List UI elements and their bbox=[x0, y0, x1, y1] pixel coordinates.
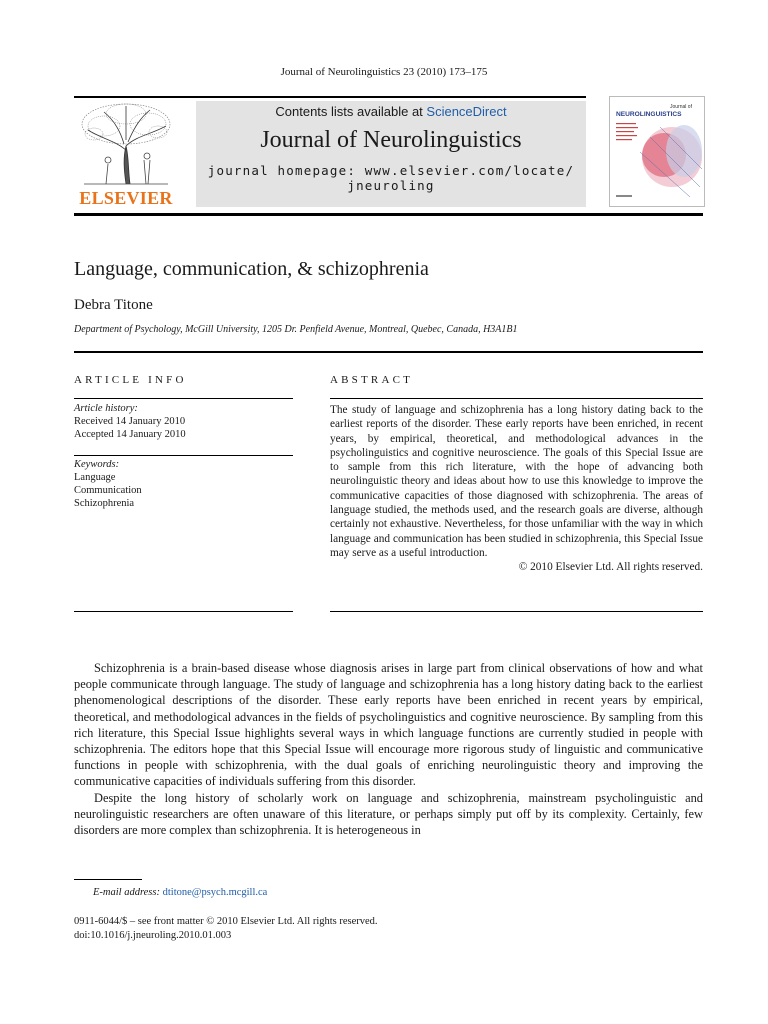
cover-title-small: Journal of bbox=[670, 104, 692, 110]
keyword-item: Communication bbox=[74, 485, 142, 496]
keywords-block bbox=[74, 458, 142, 510]
keyword-item: Schizophrenia bbox=[74, 498, 135, 509]
doi-line[interactable]: doi:10.1016/j.jneuroling.2010.01.003 bbox=[74, 930, 232, 941]
article-info-rule-bottom bbox=[74, 611, 293, 612]
article-info-rule-mid bbox=[74, 455, 293, 456]
journal-cover-thumbnail bbox=[609, 96, 705, 207]
affiliation-rule bbox=[74, 351, 703, 353]
abstract-rule-top bbox=[330, 398, 703, 399]
contents-prefix: Contents lists available at bbox=[275, 104, 427, 119]
elsevier-wordmark: ELSEVIER bbox=[79, 188, 173, 208]
header-rule-top bbox=[74, 96, 586, 98]
journal-homepage[interactable]: journal homepage: www.elsevier.com/locate/ jneuroling bbox=[207, 163, 575, 193]
journal-citation: Journal of Neurolinguistics 23 (2010) 173–175 bbox=[280, 66, 488, 78]
abstract-heading: ABSTRACT bbox=[330, 374, 414, 386]
abstract-copyright: © 2010 Elsevier Ltd. All rights reserved. bbox=[518, 561, 703, 574]
sciencedirect-link[interactable]: ScienceDirect bbox=[426, 104, 507, 119]
article-history bbox=[74, 402, 186, 441]
contents-available-line bbox=[196, 104, 586, 119]
email-link[interactable]: dtitone@psych.mcgill.ca bbox=[162, 887, 268, 898]
author-name: Debra Titone bbox=[74, 297, 153, 313]
abstract-body bbox=[330, 403, 703, 575]
journal-title: Journal of Neurolinguistics bbox=[260, 127, 522, 153]
cover-title-big: NEUROLINGUISTICS bbox=[616, 111, 682, 118]
abstract-paragraph: The study of language and schizophrenia has a long history dating back to the earliest reports of the disorder. These early reports have been enriched, in recent years, by empirical, theoretical, and methodological advances in the psycholinguistics and cognitive neuroscience. The goals of this Special Issue are to sample from this rich literature, with the hope of advancing both neurolinguistic theory and ideas about how to use this knowledge to improve the communicative capacities of those diagnosed with schizophrenia. The areas of language studied, the methods used, and the research goals are diverse, although certainly not exhaustive. Nevertheless, for those unfamiliar with the way in which language and communication has been studied in schizophrenia, this Special Issue may serve as a useful introduction. bbox=[330, 404, 703, 559]
received-date: Received 14 January 2010 bbox=[74, 416, 186, 427]
article-info-rule-top bbox=[74, 398, 293, 399]
email-label: E-mail address: bbox=[93, 887, 160, 898]
keywords-label: Keywords: bbox=[74, 459, 120, 470]
author-affiliation: Department of Psychology, McGill University, 1205 Dr. Penfield Avenue, Montreal, Quebec, Canada, H3A1B1 bbox=[74, 324, 518, 335]
article-body bbox=[74, 660, 703, 838]
accepted-date: Accepted 14 January 2010 bbox=[74, 429, 186, 440]
history-label: Article history: bbox=[74, 403, 138, 414]
email-footnote bbox=[93, 887, 267, 898]
issn-line: 0911-6044/$ – see front matter © 2010 Elsevier Ltd. All rights reserved. bbox=[74, 916, 378, 927]
footnote-rule bbox=[74, 879, 142, 880]
body-paragraph: Despite the long history of scholarly work on language and schizophrenia, mainstream psycholinguistic and neurolinguistic researchers are often unaware of this literature, or perhaps simply put off by its complexity. Certainly, few disorders are more complex than schizophrenia. It is heterogeneous in bbox=[74, 790, 703, 838]
abstract-rule-bottom bbox=[330, 611, 703, 612]
keyword-item: Language bbox=[74, 472, 116, 483]
body-paragraph: Schizophrenia is a brain-based disease whose diagnosis arises in large part from clinical observations of how and what people communicate through language. The study of language and schizophrenia has a long history dating back to the earliest phenomenological descriptions of the disorder. These early reports have been enriched in recent years by empirical, theoretical, and methodological advances in the fields of psycholinguistics and cognitive neuroscience. By sampling from this rich literature, this Special Issue highlights several ways in which language functions are currently studied in people with schizophrenia. The editors hope that this Special Issue will encourage more rigorous study of linguistic and communicative functions in people with schizophrenia, with the dual goals of enriching neurolinguistic theory and improving the communicative capacities of individuals suffering from this disorder. bbox=[74, 661, 703, 789]
article-title: Language, communication, & schizophrenia bbox=[74, 258, 429, 280]
article-info-heading: ARTICLE INFO bbox=[74, 374, 187, 386]
header-rule-bottom bbox=[74, 213, 703, 216]
